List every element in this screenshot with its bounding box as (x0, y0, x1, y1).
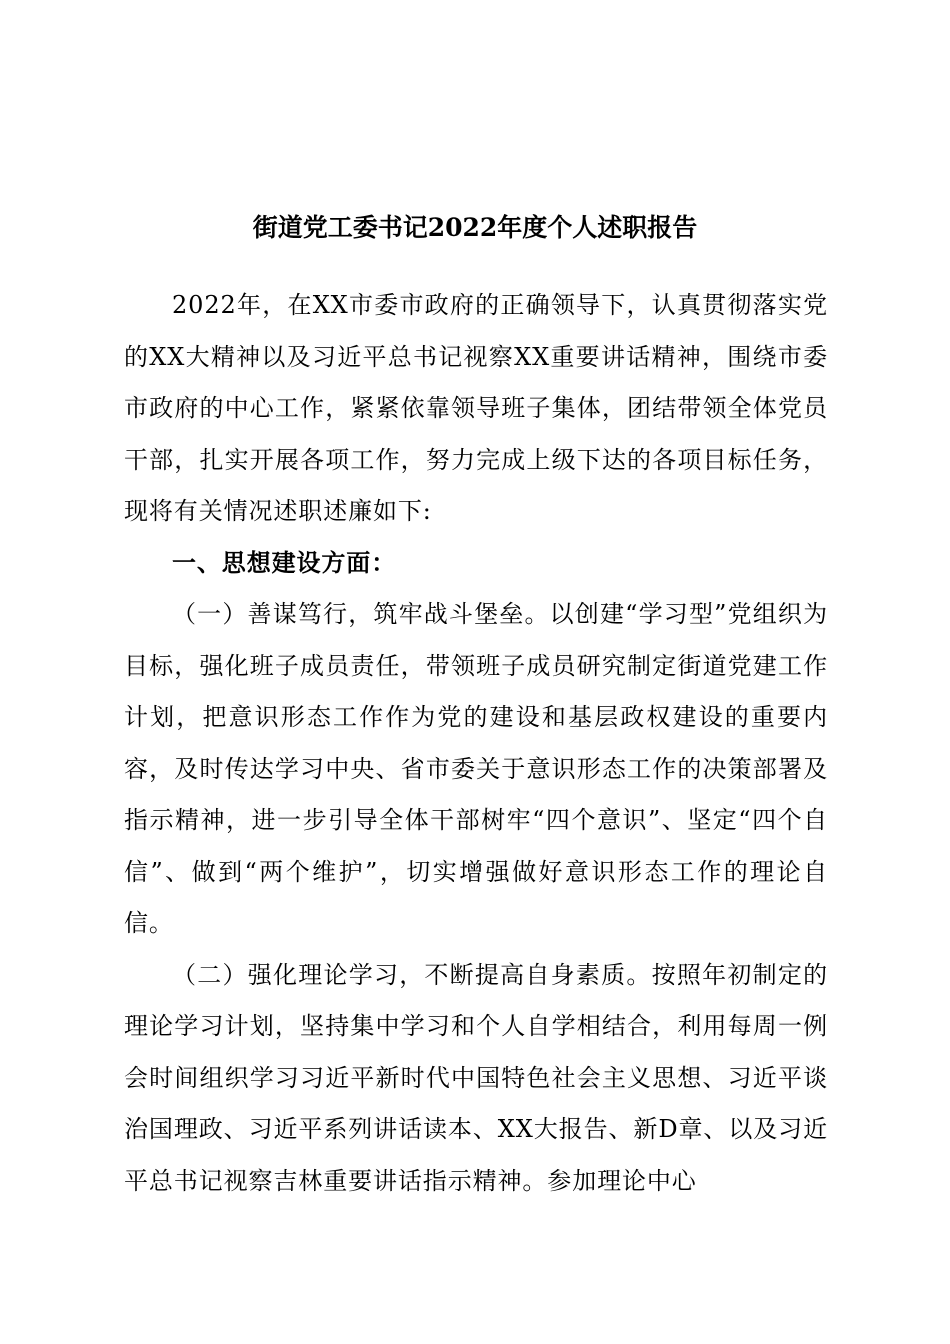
paragraph-intro: 2022年，在XX市委市政府的正确领导下，认真贯彻落实党的XX大精神以及习近平总书记视察XX重要讲话精神，围绕市委市政府的中心工作，紧紧依靠领导班子集体，团结带领全体党员干部，扎实开展各项工作，努力完成上级下达的各项目标任务，现将有关情况述职述廉如下: (124, 291, 828, 525)
section-heading-ideology: 一、思想建设方面： (172, 548, 397, 577)
paragraph-section-2: （二）强化理论学习，不断提高自身素质。按照年初制定的理论学习计划，坚持集中学习和个人自学相结合，利用每周一例会时间组织学习习近平新时代中国特色社会主义思想、习近平谈治国理政、习近平系列讲话读本、XX大报告、新D章、以及习近平总书记视察吉林重要讲话指示精神。参加理论中心 (124, 960, 828, 1195)
document-title: 街道党工委书记2022年度个人述职报告 (252, 213, 698, 242)
document-body (124, 280, 828, 1207)
paragraph-section-1: （一）善谋笃行，筑牢战斗堡垒。以创建“学习型”党组织为目标，强化班子成员责任，带领班子成员研究制定街道党建工作计划，把意识形态工作作为党的建设和基层政权建设的重要内容，及时传达学习中央、省市委关于意识形态工作的决策部署及指示精神，进一步引导全体干部树牢“四个意识”、坚定“四个自信”、做到“两个维护”，切实增强做好意识形态工作的理论自信。 (124, 600, 828, 937)
